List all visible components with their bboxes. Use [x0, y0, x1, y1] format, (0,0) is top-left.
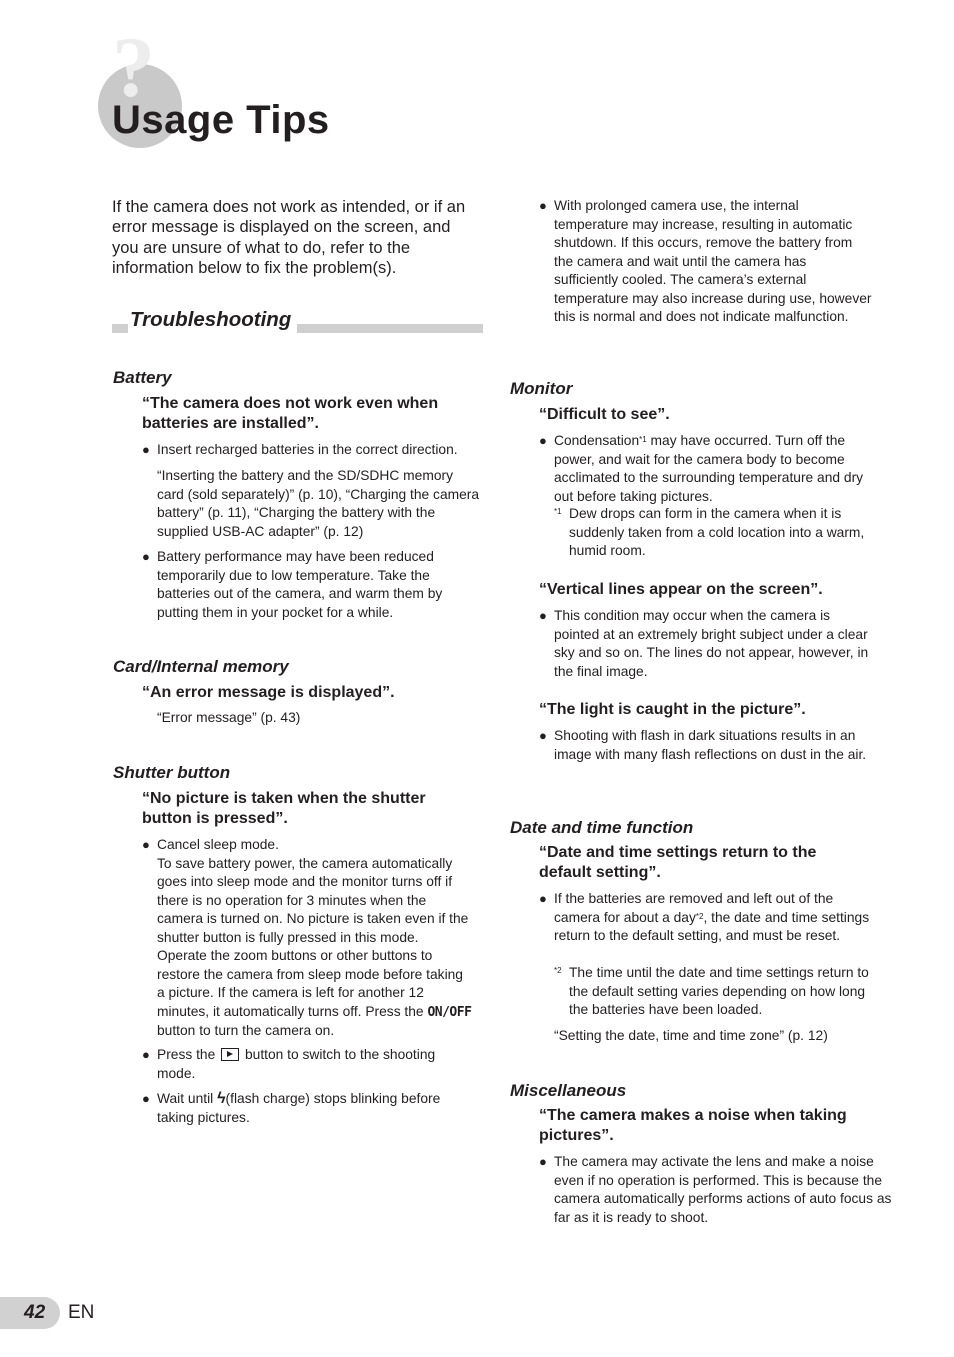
onoff-button-label: ON/OFF [427, 1004, 472, 1020]
title-badge-icon: ? [98, 64, 182, 148]
bullet-icon: ● [142, 442, 150, 457]
battery-bullet-2: ● Battery performance may have been reduced temporarily due to low temperature. Take the batteries out of the camera, and warm them by putting them in your pocket for a while. [142, 549, 443, 620]
monitor-heading: Monitor [510, 379, 573, 398]
bullet-icon: ● [539, 608, 547, 623]
shutter-bullet-3: ● Wait until ϟ(flash charge) stops blinking before taking pictures. [142, 1090, 441, 1125]
page-title: Usage Tips [112, 98, 330, 142]
monitor-question-1: “Difficult to see”. [539, 406, 670, 423]
battery-question: “The camera does not work even when batteries are installed”. [142, 395, 439, 432]
monitor-question-2: “Vertical lines appear on the screen”. [539, 581, 823, 598]
language-code: EN [68, 1302, 95, 1323]
datetime-bullet: ● If the batteries are removed and left out of the camera for about a day$^{*2}$, the date and time settings return to the default setting, and must be reset. [539, 891, 870, 943]
shutter-heading: Shutter button [113, 763, 231, 782]
misc-question: “The camera makes a noise when taking pictures”. [539, 1107, 847, 1144]
misc-heading: Miscellaneous [510, 1081, 627, 1100]
battery-heading: Battery [113, 368, 172, 387]
bullet-icon: ● [142, 837, 150, 852]
card-question: “An error message is displayed”. [142, 684, 395, 701]
flash-icon: ϟ [217, 1090, 226, 1107]
playback-button-icon [221, 1048, 239, 1061]
shutter-bullet-2: ● Press the button to switch to the shooting mode. [142, 1047, 436, 1081]
shutter-question: “No picture is taken when the shutter button is pressed”. [142, 790, 426, 827]
battery-reference: “Inserting the battery and the SD/SDHC memory card (sold separately)” (p. 10), “Charging the camera battery” (p. 11), “Charging the battery with the supplied USB-AC adapter” (p. 12) [157, 468, 480, 539]
temperature-note: ● With prolonged camera use, the internal temperature may increase, resulting in automatic shutdown. If this occurs, remove the battery from the camera and wait until the camera has sufficiently cooled. The camera’s external temperature may also increase during use, however this is normal and does not indicate malfunction. [539, 198, 872, 324]
bullet-icon: ● [539, 433, 547, 448]
shutter-bullet-1: ● Cancel sleep mode. To save battery power, the camera automatically goes into sleep mode and the monitor turns off if there is no operation for 3 minutes when the camera is turned on. No picture is taken even if the shutter button is fully pressed in this mode. Operate the zoom buttons or other buttons to restore the camera from sleep mode before taking a picture. If the camera is left for another 12 minutes, it automatically turns off. Press the ON/OFF button to turn the camera on. [142, 837, 472, 1038]
datetime-reference: “Setting the date, time and time zone” (p. 12) [554, 1028, 828, 1043]
monitor-footnote: *1 Dew drops can form in the camera when it is suddenly taken from a cold location into a warm, humid room. [554, 506, 865, 558]
bullet-icon: ● [539, 891, 547, 906]
bullet-icon: ● [539, 1154, 547, 1169]
datetime-heading: Date and time function [510, 818, 694, 837]
section-title: Troubleshooting [128, 307, 297, 333]
bullet-icon: ● [142, 1047, 150, 1062]
bullet-icon: ● [539, 198, 547, 213]
datetime-footnote: *2 The time until the date and time settings return to the default setting varies depending on how long the batteries have been loaded. [554, 965, 869, 1017]
datetime-question: “Date and time settings return to the default setting”. [539, 844, 817, 881]
monitor-bullet-2: ● This condition may occur when the camera is pointed at an extremely bright subject under a clear sky and so on. The lines do not appear, however, in the final image. [539, 608, 869, 679]
card-heading: Card/Internal memory [113, 657, 289, 676]
page-number: 42 [24, 1302, 46, 1323]
monitor-bullet-1: ● Condensation$^{*1}$ may have occurred. Turn off the power, and wait for the camera body to become acclimated to the surrounding temperature and dry out before taking pictures. [539, 433, 864, 504]
card-reference: “Error message” (p. 43) [157, 710, 301, 725]
monitor-question-3: “The light is caught in the picture”. [539, 701, 806, 718]
monitor-bullet-3: ● Shooting with flash in dark situations results in an image with many flash reflections on dust in the air. [539, 728, 867, 762]
intro-text: If the camera does not work as intended, or if an error message is displayed on the screen, and you are unsure of what to do, refer to the information below to fix the problem(s). [112, 198, 466, 278]
battery-bullet-1: ● Insert recharged batteries in the correct direction. [141, 441, 487, 460]
bullet-icon: ● [539, 728, 547, 743]
bullet-icon: ● [142, 549, 150, 564]
bullet-icon: ● [142, 1091, 150, 1106]
misc-bullet: ● The camera may activate the lens and make a noise even if no operation is performed. This is because the camera automatically performs actions of auto focus as far as it is ready to shoot. [539, 1154, 892, 1225]
